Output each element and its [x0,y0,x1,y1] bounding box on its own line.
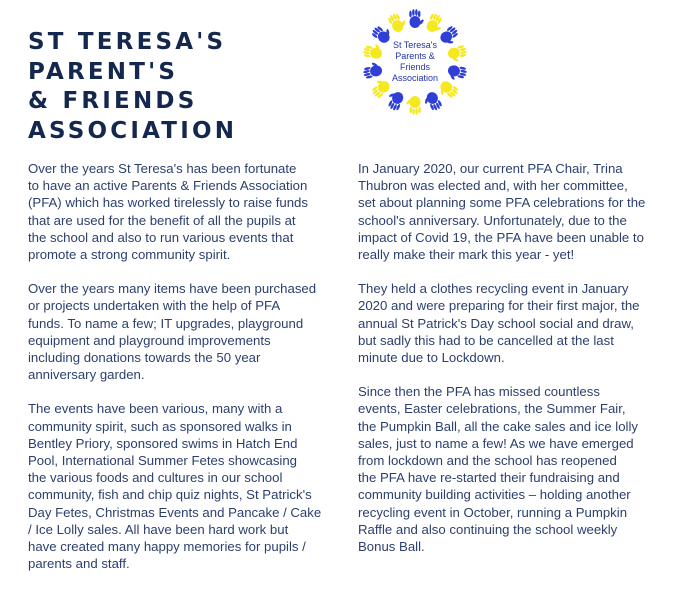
text-line: recycling event in October, running a Pumpkin [358,504,628,520]
handprint-icon [409,9,424,28]
paragraph [28,280,348,383]
text-line: Bentley Priory, sponsored swims in Hatch End [28,435,298,451]
text-line: equipment and playground improvements [28,332,271,348]
text-line: set about planning some PFA celebrations for the [358,195,646,211]
text-line: including donations towards the 50 year [28,350,261,366]
text-line: Bonus Ball. [358,539,425,555]
page-title [28,28,237,146]
text-line: or projects undertaken with the help of PFA [28,298,281,314]
text-line: the various foods and cultures in our school [28,470,283,486]
paragraph [358,383,683,555]
text-line: parents and staff. [28,556,130,572]
right-column [358,160,683,572]
paragraph [28,400,348,572]
text-line: but sadly this had to be cancelled at the last [358,332,614,348]
text-line: really make their mark this year - yet! [358,247,575,263]
text-line: Pool, International Summer Fetes showcasing [28,453,298,469]
title-line: & FRIENDS [28,88,198,114]
logo-text-line: Friends [399,62,431,72]
text-line: school's anniversary. Unfortunately, due to the [358,212,627,228]
title-line: ST TERESA'S [28,29,227,55]
text-line: The events have been various, many with a [28,401,283,417]
text-line: sales, just to name a few! As we have emerged [358,435,634,451]
logo-text-line: Association [391,73,439,83]
paragraph [358,160,683,263]
text-line: promote a strong community spirit. [28,247,231,263]
text-line: have created many happy memories for pupils / [28,539,306,555]
handprint-icon [447,45,469,64]
text-line: Over the years many items have been purchased [28,281,317,297]
text-line: They held a clothes recycling event in January [358,281,629,297]
text-line: / Ice Lolly sales. All have been hard work but [28,521,289,537]
handprint-icon [446,64,468,83]
text-line: anniversary garden. [28,367,145,383]
text-line: Since then the PFA has missed countless [358,384,600,400]
text-line: community spirit, such as sponsored walks in [28,418,292,434]
text-line: Raffle and also continuing the school weekly [358,521,618,537]
text-line: events, Easter celebrations, the Summer Fair, [358,401,626,417]
handprint-icon [421,90,443,114]
title-line: ASSOCIATION [28,117,238,144]
handprint-icon [436,79,460,103]
text-line: the PFA have re-started their fundraising and [358,470,620,486]
handprint-icon [425,12,447,36]
handprint-icon [387,10,409,34]
text-line: community, fish and chip quiz nights, St Patrick's [28,487,312,503]
paragraph [358,280,683,366]
paragraph [28,160,348,263]
text-line: Day Fetes, Christmas Events and Pancake / Cake [28,504,322,520]
text-line: community building activities – holding another [358,487,631,503]
left-column [28,160,348,589]
logo-text-line: St Teresa's [392,40,438,50]
handprint-icon [368,76,392,100]
handprint-icon [361,60,383,79]
handprint-icon [362,41,384,60]
handprint-icon [384,89,406,113]
text-line: the school and also to run various events that [28,229,294,245]
handprint-icon [438,24,462,48]
text-line: that are used for the benefit of all the pupils at [28,212,296,228]
text-line: Thubron was elected and, with her committee, [358,178,628,194]
logo-text-line: Parents & [395,51,435,61]
handprint-icon [370,22,394,46]
text-line: impact of Covid 19, the PFA have been unable to [358,229,644,245]
pfa-logo [356,6,474,118]
text-line: from lockdown and the school has reopened [358,453,617,469]
text-line: (PFA) which has worked tirelessly to raise funds [28,195,308,211]
text-line: In January 2020, our current PFA Chair, Trina [358,161,623,176]
text-line: the Pumpkin Ball, all the cake sales and ice lolly [358,418,639,434]
text-line: annual St Patrick's Day school social and draw, [358,315,634,331]
text-line: to have an active Parents & Friends Association [28,178,308,194]
text-line: funds. To name a few; IT upgrades, playground [28,315,304,331]
text-line: 2020 and were preparing for their first major, the [358,298,640,314]
text-line: Over the years St Teresa's has been fortunate [28,161,297,176]
title-line: PARENT'S [28,58,179,85]
text-line: minute due to Lockdown. [358,350,505,366]
handprint-icon [406,96,421,115]
